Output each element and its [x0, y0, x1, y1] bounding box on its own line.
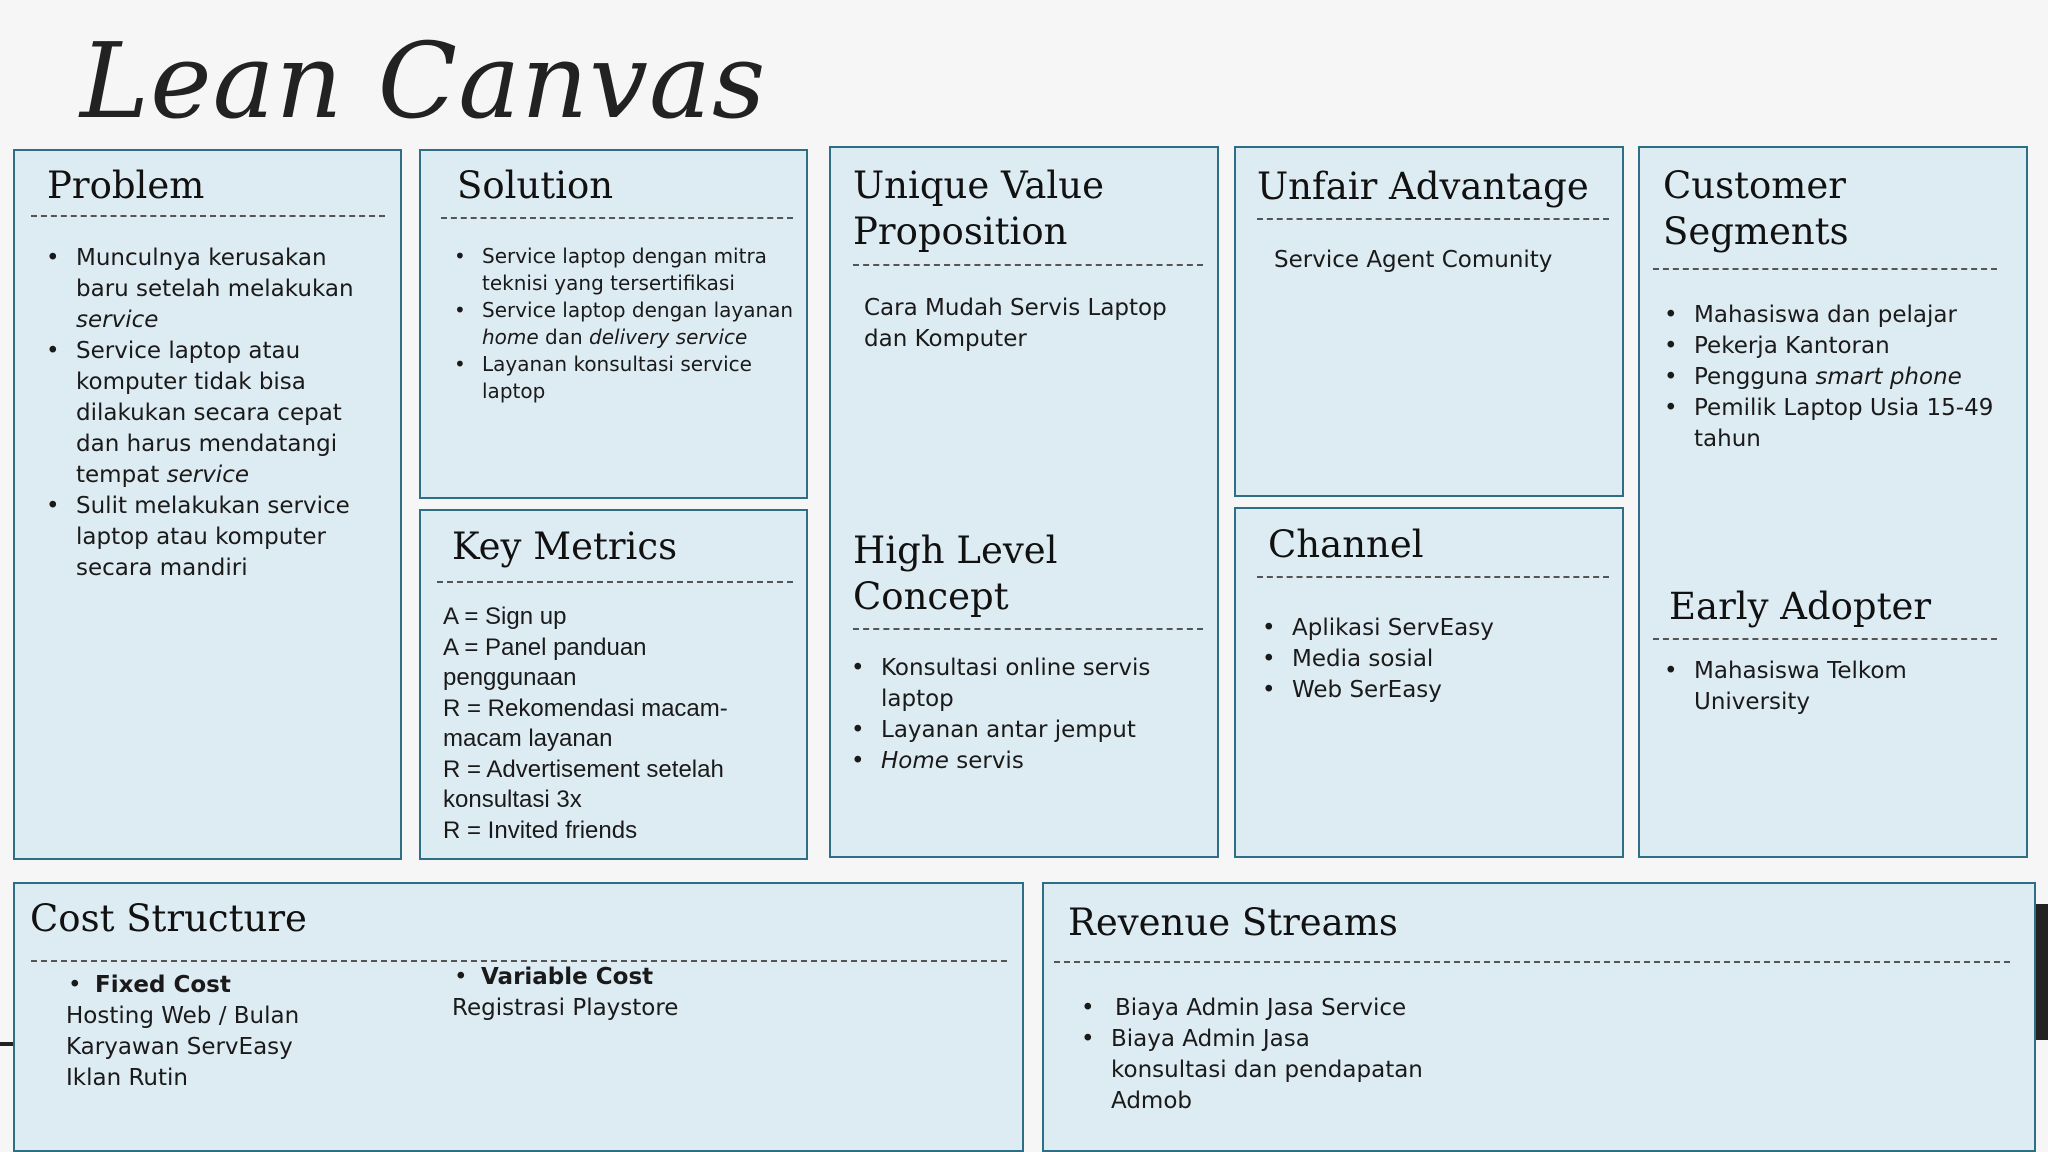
solution-heading: Solution [457, 164, 614, 207]
solution-divider [441, 217, 793, 219]
variable-cost-line: Registrasi Playstore [452, 995, 679, 1021]
unfair-text: Service Agent Comunity [1274, 247, 1553, 273]
metric-line: macam layanan [443, 725, 613, 752]
fixed-cost-line: Karyawan ServEasy [66, 1034, 293, 1060]
problem-box [13, 149, 402, 860]
key-metrics-heading: Key Metrics [452, 525, 678, 568]
metric-line: konsultasi 3x [443, 786, 582, 813]
early-adopter-divider [1653, 638, 1997, 640]
high-level-divider [853, 628, 1203, 630]
metric-line: A = Sign up [443, 603, 567, 630]
list-item: • Layanan antar jemput [881, 715, 1181, 746]
metric-line: R = Rekomendasi macam- [443, 694, 728, 722]
problem-divider [31, 215, 385, 217]
list-item: • Pemilik Laptop Usia 15-49 tahun [1694, 393, 1994, 455]
revenue-divider [1054, 961, 2010, 963]
key-metrics-list [443, 602, 728, 846]
list-item: • Mahasiswa dan pelajar [1694, 300, 1994, 331]
unfair-divider [1257, 218, 1609, 220]
list-item: • Media sosial [1292, 644, 1592, 675]
cost-structure-box [13, 882, 1024, 1152]
customer-segments-box [1638, 146, 2028, 858]
revenue-streams-box [1042, 882, 2036, 1152]
list-item: • Mahasiswa Telkom University [1694, 656, 1924, 718]
variable-cost-label: Variable Cost [481, 964, 654, 990]
solution-box [419, 149, 808, 499]
channel-divider [1257, 576, 1609, 578]
problem-list [76, 243, 381, 584]
metric-line: penggunaan [443, 664, 577, 691]
uvp-divider [853, 264, 1203, 266]
list-item: • Layanan konsultasi service laptop [482, 351, 797, 405]
fixed-cost-section: • Fixed Cost Hosting Web / Bulan Karyawan ServEasy Iklan Rutin [66, 970, 299, 1094]
list-item: • Pengguna smart phone [1694, 362, 1994, 393]
metric-line: A = Panel panduan [443, 633, 647, 661]
customer-list [1694, 300, 1994, 455]
list-item: • Aplikasi ServEasy [1292, 613, 1592, 644]
unfair-heading: Unfair Advantage [1257, 165, 1589, 208]
revenue-list [1111, 993, 1431, 1117]
early-adopter-heading: Early Adopter [1669, 585, 1932, 628]
right-edge-tab [2036, 904, 2048, 1040]
customer-divider [1653, 268, 1997, 270]
uvp-box [829, 146, 1219, 858]
fixed-cost-line: Iklan Rutin [66, 1065, 188, 1091]
list-item: • Biaya Admin Jasa konsultasi dan pendapatan Admob [1111, 1024, 1431, 1117]
customer-heading: Customer Segments [1663, 164, 1849, 253]
list-item: • Service laptop dengan mitra teknisi yang tersertifikasi [482, 243, 797, 297]
fixed-cost-line: Hosting Web / Bulan [66, 1003, 300, 1029]
list-item: • Konsultasi online servis laptop [881, 653, 1181, 715]
page-title: Lean Canvas [80, 20, 767, 142]
channel-box [1234, 507, 1624, 858]
high-level-heading: High Level Concept [853, 529, 1058, 618]
uvp-heading: Unique Value Proposition [853, 164, 1104, 253]
channel-list [1292, 613, 1592, 706]
list-item: • Biaya Admin Jasa Service [1111, 993, 1431, 1024]
unfair-advantage-box [1234, 146, 1624, 497]
left-edge-mark [0, 1042, 13, 1046]
cost-heading: Cost Structure [30, 897, 307, 940]
high-level-list [881, 653, 1181, 777]
solution-list [482, 243, 797, 405]
channel-heading: Channel [1268, 523, 1424, 566]
fixed-cost-label: Fixed Cost [95, 972, 231, 998]
list-item: • Home servis [881, 746, 1181, 777]
list-item: • Service laptop dengan layanan home dan delivery service [482, 297, 797, 351]
metric-line: R = Invited friends [443, 816, 638, 844]
uvp-text: Cara Mudah Servis Laptop dan Komputer [864, 295, 1167, 352]
problem-heading: Problem [47, 164, 205, 207]
metric-line: R = Advertisement setelah [443, 755, 724, 783]
list-item: • Pekerja Kantoran [1694, 331, 1994, 362]
early-adopter-list [1694, 656, 1924, 718]
key-metrics-box [419, 509, 808, 860]
list-item: • Web SerEasy [1292, 675, 1592, 706]
list-item: • Sulit melakukan service laptop atau komputer secara mandiri [76, 491, 381, 584]
revenue-heading: Revenue Streams [1068, 901, 1398, 944]
key-metrics-divider [437, 581, 793, 583]
list-item: • Service laptop atau komputer tidak bisa dilakukan secara cepat dan harus mendatangi tempat service [76, 336, 381, 491]
variable-cost-section: • Variable Cost Registrasi Playstore [452, 962, 678, 1024]
list-item: • Munculnya kerusakan baru setelah melakukan service [76, 243, 381, 336]
